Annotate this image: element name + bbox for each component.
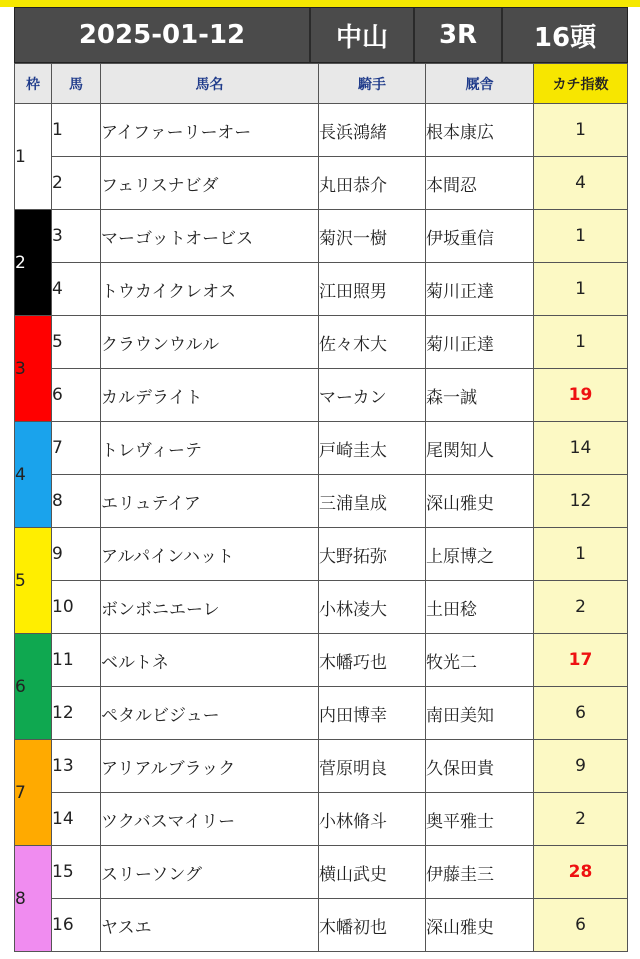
horse-number-cell: 14: [52, 793, 101, 846]
waku-cell: 6: [15, 634, 52, 740]
kachi-index-cell: 2: [534, 581, 628, 634]
horse-name-cell: ツクバスマイリー: [101, 793, 319, 846]
table-row: [15, 316, 628, 369]
jockey-cell: マーカン: [319, 369, 426, 422]
trainer-cell: 上原博之: [426, 528, 534, 581]
horse-name-cell: マーゴットオービス: [101, 210, 319, 263]
trainer-cell: 伊藤圭三: [426, 846, 534, 899]
kachi-index-cell: 6: [534, 687, 628, 740]
horse-number-cell: 7: [52, 422, 101, 475]
kachi-index-cell: 4: [534, 157, 628, 210]
jockey-cell: 小林凌大: [319, 581, 426, 634]
trainer-cell: 尾関知人: [426, 422, 534, 475]
race-number: 3R: [415, 8, 503, 62]
waku-cell: 3: [15, 316, 52, 422]
horse-number-cell: 9: [52, 528, 101, 581]
trainer-cell: 本間忍: [426, 157, 534, 210]
kachi-index-cell: 1: [534, 316, 628, 369]
table-row: [15, 210, 628, 263]
table-row: [15, 634, 628, 687]
trainer-cell: 森一誠: [426, 369, 534, 422]
kachi-index-cell: 1: [534, 263, 628, 316]
horse-number-cell: 8: [52, 475, 101, 528]
horse-number-cell: 3: [52, 210, 101, 263]
horse-number-cell: 4: [52, 263, 101, 316]
race-date: 2025-01-12: [15, 8, 311, 62]
table-row: [15, 899, 628, 952]
kachi-index-cell: 28: [534, 846, 628, 899]
horse-number-cell: 2: [52, 157, 101, 210]
horse-name-cell: トウカイクレオス: [101, 263, 319, 316]
jockey-cell: 小林脩斗: [319, 793, 426, 846]
col-header-jockey: 騎手: [319, 64, 426, 104]
col-header-horse-name: 馬名: [101, 64, 319, 104]
trainer-cell: 南田美知: [426, 687, 534, 740]
trainer-cell: 牧光二: [426, 634, 534, 687]
horse-name-cell: ペタルビジュー: [101, 687, 319, 740]
table-row: [15, 104, 628, 157]
table-row: [15, 846, 628, 899]
trainer-cell: 久保田貴: [426, 740, 534, 793]
horse-name-cell: ヤスエ: [101, 899, 319, 952]
kachi-index-cell: 2: [534, 793, 628, 846]
horse-number-cell: 11: [52, 634, 101, 687]
horse-name-cell: スリーソング: [101, 846, 319, 899]
horse-name-cell: アリアルブラック: [101, 740, 319, 793]
race-venue: 中山: [311, 8, 415, 62]
jockey-cell: 木幡巧也: [319, 634, 426, 687]
waku-cell: 5: [15, 528, 52, 634]
table-row: [15, 157, 628, 210]
table-row: [15, 793, 628, 846]
horse-name-cell: カルデライト: [101, 369, 319, 422]
kachi-index-cell: 6: [534, 899, 628, 952]
jockey-cell: 木幡初也: [319, 899, 426, 952]
jockey-cell: 戸崎圭太: [319, 422, 426, 475]
horse-name-cell: クラウンウルル: [101, 316, 319, 369]
horse-number-cell: 5: [52, 316, 101, 369]
trainer-cell: 根本康広: [426, 104, 534, 157]
col-header-waku: 枠: [15, 64, 52, 104]
col-header-kachi-index: カチ指数: [534, 64, 628, 104]
horse-name-cell: アルパインハット: [101, 528, 319, 581]
table-row: [15, 740, 628, 793]
horse-name-cell: トレヴィーテ: [101, 422, 319, 475]
jockey-cell: 内田博幸: [319, 687, 426, 740]
trainer-cell: 深山雅史: [426, 475, 534, 528]
table-row: [15, 422, 628, 475]
waku-cell: 2: [15, 210, 52, 316]
waku-cell: 4: [15, 422, 52, 528]
horse-number-cell: 1: [52, 104, 101, 157]
table-row: [15, 528, 628, 581]
waku-cell: 7: [15, 740, 52, 846]
table-header-row: [15, 64, 628, 104]
horse-name-cell: アイファーリーオー: [101, 104, 319, 157]
kachi-index-cell: 19: [534, 369, 628, 422]
jockey-cell: 横山武史: [319, 846, 426, 899]
col-header-uma: 馬: [52, 64, 101, 104]
kachi-index-cell: 9: [534, 740, 628, 793]
trainer-cell: 菊川正達: [426, 316, 534, 369]
horse-name-cell: ボンボニエーレ: [101, 581, 319, 634]
trainer-cell: 奥平雅士: [426, 793, 534, 846]
kachi-index-cell: 17: [534, 634, 628, 687]
field-size: 16頭: [533, 22, 597, 53]
top-accent-bar: [0, 0, 640, 7]
horse-number-cell: 15: [52, 846, 101, 899]
table-row: [15, 581, 628, 634]
jockey-cell: 長浜鴻緒: [319, 104, 426, 157]
jockey-cell: 菊沢一樹: [319, 210, 426, 263]
table-row: [15, 475, 628, 528]
trainer-cell: 深山雅史: [426, 899, 534, 952]
col-header-trainer: 厩舎: [426, 64, 534, 104]
entries-table: [14, 63, 628, 952]
jockey-cell: 佐々木大: [319, 316, 426, 369]
kachi-index-cell: 12: [534, 475, 628, 528]
kachi-index-cell: 1: [534, 104, 628, 157]
trainer-cell: 伊坂重信: [426, 210, 534, 263]
horse-number-cell: 6: [52, 369, 101, 422]
table-row: [15, 263, 628, 316]
race-header: [14, 7, 628, 63]
horse-number-cell: 16: [52, 899, 101, 952]
waku-cell: 1: [15, 104, 52, 210]
jockey-cell: 菅原明良: [319, 740, 426, 793]
horse-number-cell: 12: [52, 687, 101, 740]
trainer-cell: 土田稔: [426, 581, 534, 634]
horse-name-cell: ベルトネ: [101, 634, 319, 687]
horse-name-cell: フェリスナビダ: [101, 157, 319, 210]
jockey-cell: 江田照男: [319, 263, 426, 316]
kachi-index-cell: 1: [534, 528, 628, 581]
jockey-cell: 丸田恭介: [319, 157, 426, 210]
horse-number-cell: 10: [52, 581, 101, 634]
kachi-index-cell: 14: [534, 422, 628, 475]
table-row: [15, 369, 628, 422]
jockey-cell: 大野拓弥: [319, 528, 426, 581]
table-row: [15, 687, 628, 740]
waku-cell: 8: [15, 846, 52, 952]
jockey-cell: 三浦皇成: [319, 475, 426, 528]
trainer-cell: 菊川正達: [426, 263, 534, 316]
horse-number-cell: 13: [52, 740, 101, 793]
kachi-index-cell: 1: [534, 210, 628, 263]
horse-name-cell: エリュテイア: [101, 475, 319, 528]
